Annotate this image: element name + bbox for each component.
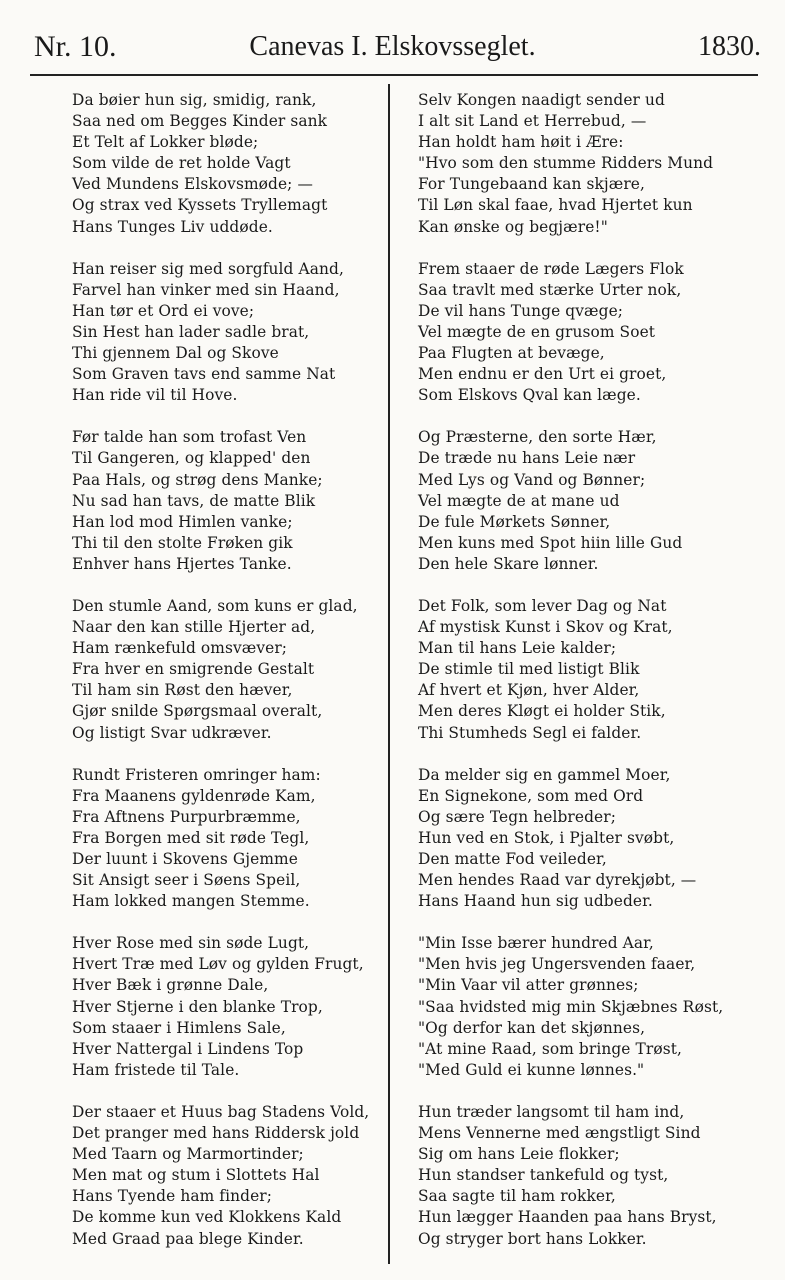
stanza (418, 90, 758, 238)
verse-line: Da melder sig en gammel Moer, (418, 765, 671, 784)
verse-line: De stimle til med listigt Blik (418, 660, 640, 679)
verse-line: Der staaer et Huus bag Stadens Vold, (72, 1102, 370, 1121)
verse-line: "Min Isse bærer hundred Aar, (418, 934, 654, 953)
verse-line: Enhver hans Hjertes Tanke. (72, 554, 292, 573)
verse-line: Hun træder langsomt til ham ind, (418, 1102, 685, 1121)
verse-line: Thi til den stolte Frøken gik (72, 533, 293, 552)
verse-line: Med Lys og Vand og Bønner; (418, 470, 646, 489)
verse-line: Et Telt af Lokker bløde; (72, 133, 259, 152)
verse-line: Og strax ved Kyssets Tryllemagt (72, 196, 328, 215)
stanza (72, 596, 412, 744)
header-rule (30, 74, 758, 76)
verse-line: Hun lægger Haanden paa hans Bryst, (418, 1208, 717, 1227)
verse-line: Han holdt ham høit i Ære: (418, 133, 624, 152)
verse-line: Naar den kan stille Hjerter ad, (72, 618, 316, 637)
stanza (72, 1102, 412, 1250)
verse-line: Ved Mundens Elskovsmøde; — (72, 175, 313, 194)
verse-line: Men hendes Raad var dyrekjøbt, — (418, 871, 697, 890)
verse-line: Af hvert et Kjøn, hver Alder, (418, 681, 640, 700)
verse-line: Og stryger bort hans Lokker. (418, 1229, 647, 1248)
stanza (72, 90, 412, 238)
verse-line: Det pranger med hans Riddersk jold (72, 1124, 360, 1143)
verse-line: Men endnu er den Urt ei groet, (418, 365, 667, 384)
verse-line: Frem staaer de røde Lægers Flok (418, 259, 684, 278)
verse-line: Hver Nattergal i Lindens Top (72, 1039, 304, 1058)
verse-line: Med Taarn og Marmortinder; (72, 1145, 304, 1164)
stanza (72, 427, 412, 575)
verse-line: De fule Mørkets Sønner, (418, 512, 611, 531)
verse-line: Rundt Fristeren omringer ham: (72, 765, 321, 784)
verse-line: Med Graad paa blege Kinder. (72, 1229, 304, 1248)
stanza (72, 933, 412, 1081)
verse-line: Paa Flugten at bevæge, (418, 344, 605, 363)
verse-line: Til ham sin Røst den hæver, (72, 681, 293, 700)
page-header (0, 0, 785, 70)
left-column (72, 90, 412, 1271)
verse-line: Ham lokked mangen Stemme. (72, 892, 310, 911)
verse-line: Saa travlt med stærke Urter nok, (418, 280, 682, 299)
verse-line: "Hvo som den stumme Ridders Mund (418, 154, 714, 173)
verse-line: Det Folk, som lever Dag og Nat (418, 596, 667, 615)
right-column (418, 90, 758, 1271)
verse-line: For Tungebaand kan skjære, (418, 175, 645, 194)
verse-line: Han reiser sig med sorgfuld Aand, (72, 259, 344, 278)
verse-line: Som Graven tavs end samme Nat (72, 365, 336, 384)
verse-line: Vel mægte de at mane ud (418, 491, 620, 510)
verse-line: Ham fristede til Tale. (72, 1060, 240, 1079)
verse-line: Og Præsterne, den sorte Hær, (418, 428, 657, 447)
verse-line: Fra Maanens gyldenrøde Kam, (72, 786, 316, 805)
verse-line: Farvel han vinker med sin Haand, (72, 280, 340, 299)
verse-line: "At mine Raad, som bringe Trøst, (418, 1039, 682, 1058)
verse-line: Den matte Fod veileder, (418, 850, 607, 868)
verse-line: Sit Ansigt seer i Søens Speil, (72, 871, 301, 890)
issue-number: Nr. 10. (34, 30, 117, 63)
verse-line: Hun ved en Stok, i Pjalter svøbt, (418, 828, 675, 847)
verse-line: Gjør snilde Spørgsmaal overalt, (72, 702, 323, 721)
verse-line: Thi Stumheds Segl ei falder. (418, 723, 642, 742)
verse-line: Han ride vil til Hove. (72, 386, 238, 405)
verse-line: Nu sad han tavs, de matte Blik (72, 491, 316, 510)
verse-line: Hun standser tankefuld og tyst, (418, 1166, 669, 1185)
verse-line: De komme kun ved Klokkens Kald (72, 1208, 342, 1227)
verse-line: Sin Hest han lader sadle brat, (72, 322, 310, 341)
verse-line: Og sære Tegn helbreder; (418, 807, 616, 826)
verse-line: Ham rænkefuld omsvæver; (72, 639, 288, 658)
verse-line: Hver Stjerne i den blanke Trop, (72, 997, 323, 1016)
verse-line: Thi gjennem Dal og Skove (72, 344, 279, 363)
verse-line: Paa Hals, og strøg dens Manke; (72, 470, 323, 489)
verse-line: Saa ned om Begges Kinder sank (72, 112, 328, 131)
verse-line: Saa sagte til ham rokker, (418, 1187, 616, 1206)
verse-line: Som vilde de ret holde Vagt (72, 154, 291, 173)
verse-line: I alt sit Land et Herrebud, — (418, 112, 647, 131)
verse-line: Den stumle Aand, som kuns er glad, (72, 596, 358, 615)
verse-line: Til Gangeren, og klapped' den (72, 449, 311, 468)
verse-line: Som Elskovs Qval kan læge. (418, 386, 641, 405)
verse-line: Fra Borgen med sit røde Tegl, (72, 828, 310, 847)
verse-line: Man til hans Leie kalder; (418, 639, 617, 658)
verse-line: Hans Haand hun sig udbeder. (418, 892, 653, 911)
verse-line: Sig om hans Leie flokker; (418, 1145, 620, 1164)
verse-line: Men kuns med Spot hiin lille Gud (418, 533, 683, 552)
verse-line: Der luunt i Skovens Gjemme (72, 850, 298, 868)
verse-line: Han tør et Ord ei vove; (72, 301, 255, 320)
verse-line: Men mat og stum i Slottets Hal (72, 1166, 320, 1185)
stanza (418, 427, 758, 575)
verse-line: Da bøier hun sig, smidig, rank, (72, 91, 317, 109)
verse-line: Hvert Træ med Løv og gylden Frugt, (72, 955, 364, 974)
verse-line: Den hele Skare lønner. (418, 554, 599, 573)
verse-line: Fra hver en smigrende Gestalt (72, 660, 315, 679)
verse-line: Hver Rose med sin søde Lugt, (72, 934, 310, 953)
verse-line: Hans Tyende ham finder; (72, 1187, 273, 1206)
verse-line: Kan ønske og begjære!" (418, 217, 608, 236)
stanza (418, 933, 758, 1081)
verse-line: Han lod mod Himlen vanke; (72, 512, 293, 531)
verse-line: Til Løn skal faae, hvad Hjertet kun (418, 196, 693, 215)
verse-line: "Saa hvidsted mig min Skjæbnes Røst, (418, 997, 724, 1016)
verse-line: Selv Kongen naadigt sender ud (418, 91, 665, 109)
stanza (418, 259, 758, 407)
verse-line: De vil hans Tunge qvæge; (418, 301, 624, 320)
verse-line: Hans Tunges Liv uddøde. (72, 217, 273, 236)
stanza (418, 596, 758, 744)
verse-line: Før talde han som trofast Ven (72, 428, 307, 447)
verse-line: "Men hvis jeg Ungersvenden faaer, (418, 955, 696, 974)
verse-line: En Signekone, som med Ord (418, 786, 644, 805)
page-title: Canevas I. Elskovsseglet. (249, 31, 536, 62)
verse-line: Som staaer i Himlens Sale, (72, 1018, 286, 1037)
verse-line: De træde nu hans Leie nær (418, 449, 636, 468)
verse-line: Af mystisk Kunst i Skov og Krat, (418, 618, 673, 637)
stanza (418, 1102, 758, 1250)
verse-line: Men deres Kløgt ei holder Stik, (418, 702, 666, 721)
verse-line: Og listigt Svar udkræver. (72, 723, 272, 742)
year: 1830. (698, 31, 761, 62)
verse-line: "Og derfor kan det skjønnes, (418, 1018, 646, 1037)
verse-line: Fra Aftnens Purpurbræmme, (72, 807, 301, 826)
stanza (72, 259, 412, 407)
verse-line: Vel mægte de en grusom Soet (418, 322, 656, 341)
verse-line: "Med Guld ei kunne lønnes." (418, 1060, 645, 1079)
verse-line: Hver Bæk i grønne Dale, (72, 976, 269, 995)
stanza (418, 765, 758, 913)
verse-line: Mens Vennerne med ængstligt Sind (418, 1124, 701, 1143)
stanza (72, 765, 412, 913)
verse-line: "Min Vaar vil atter grønnes; (418, 976, 639, 995)
